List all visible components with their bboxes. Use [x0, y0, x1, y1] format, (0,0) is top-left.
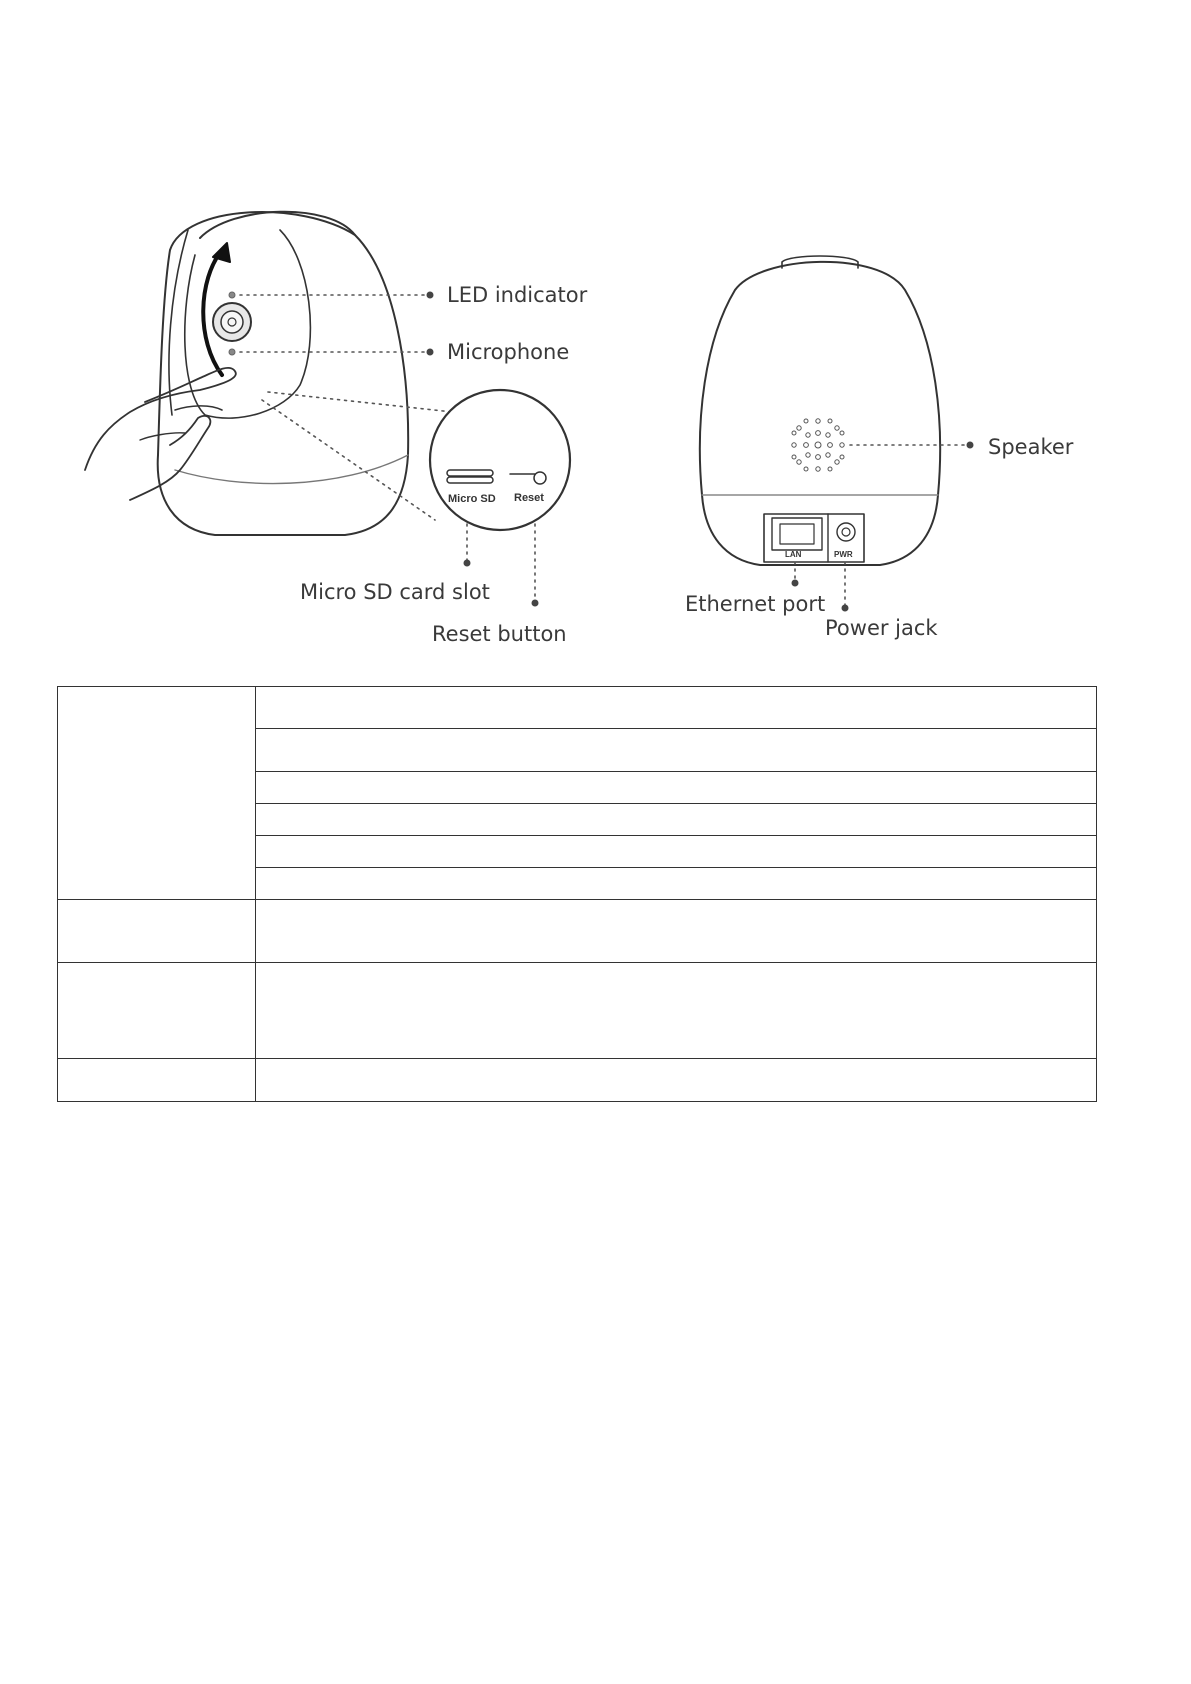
table-cell-label: [58, 1059, 256, 1102]
table-row: [58, 900, 1097, 963]
lan-port-label: LAN: [785, 550, 802, 559]
pwr-port-label: PWR: [834, 550, 853, 559]
microphone-label: Microphone: [447, 340, 570, 364]
table-cell: [256, 772, 1097, 804]
table-row: [58, 963, 1097, 1059]
table-cell: [256, 1059, 1097, 1102]
table-cell-label: [58, 900, 256, 963]
table-cell: [256, 804, 1097, 836]
reset-port-label: Reset: [514, 492, 544, 504]
power-jack-label: Power jack: [825, 616, 938, 640]
table-cell: [256, 868, 1097, 900]
camera-diagram: [0, 0, 1191, 660]
micro-sd-card-slot-label: Micro SD card slot: [300, 580, 490, 604]
table-row: [58, 687, 1097, 729]
led-indicator-label: LED indicator: [447, 283, 588, 307]
table-cell: [256, 687, 1097, 729]
rear-leader-lines: [795, 445, 970, 605]
front-camera-illustration: [85, 212, 408, 535]
table-cell-label: [58, 687, 256, 900]
port-zoom-circle: [430, 390, 570, 530]
speaker-label: Speaker: [988, 435, 1074, 459]
table-cell: [256, 963, 1097, 1059]
table-cell: [256, 836, 1097, 868]
rear-camera-illustration: [700, 256, 940, 565]
speaker-grille: [792, 419, 844, 471]
table-cell: [256, 900, 1097, 963]
micro-sd-port-label: Micro SD: [448, 493, 496, 505]
reset-button-label: Reset button: [432, 622, 567, 646]
spec-table: [57, 686, 1097, 1102]
table-cell-label: [58, 963, 256, 1059]
table-row: [58, 1059, 1097, 1102]
table-cell: [256, 729, 1097, 772]
ethernet-port-label: Ethernet port: [685, 592, 826, 616]
